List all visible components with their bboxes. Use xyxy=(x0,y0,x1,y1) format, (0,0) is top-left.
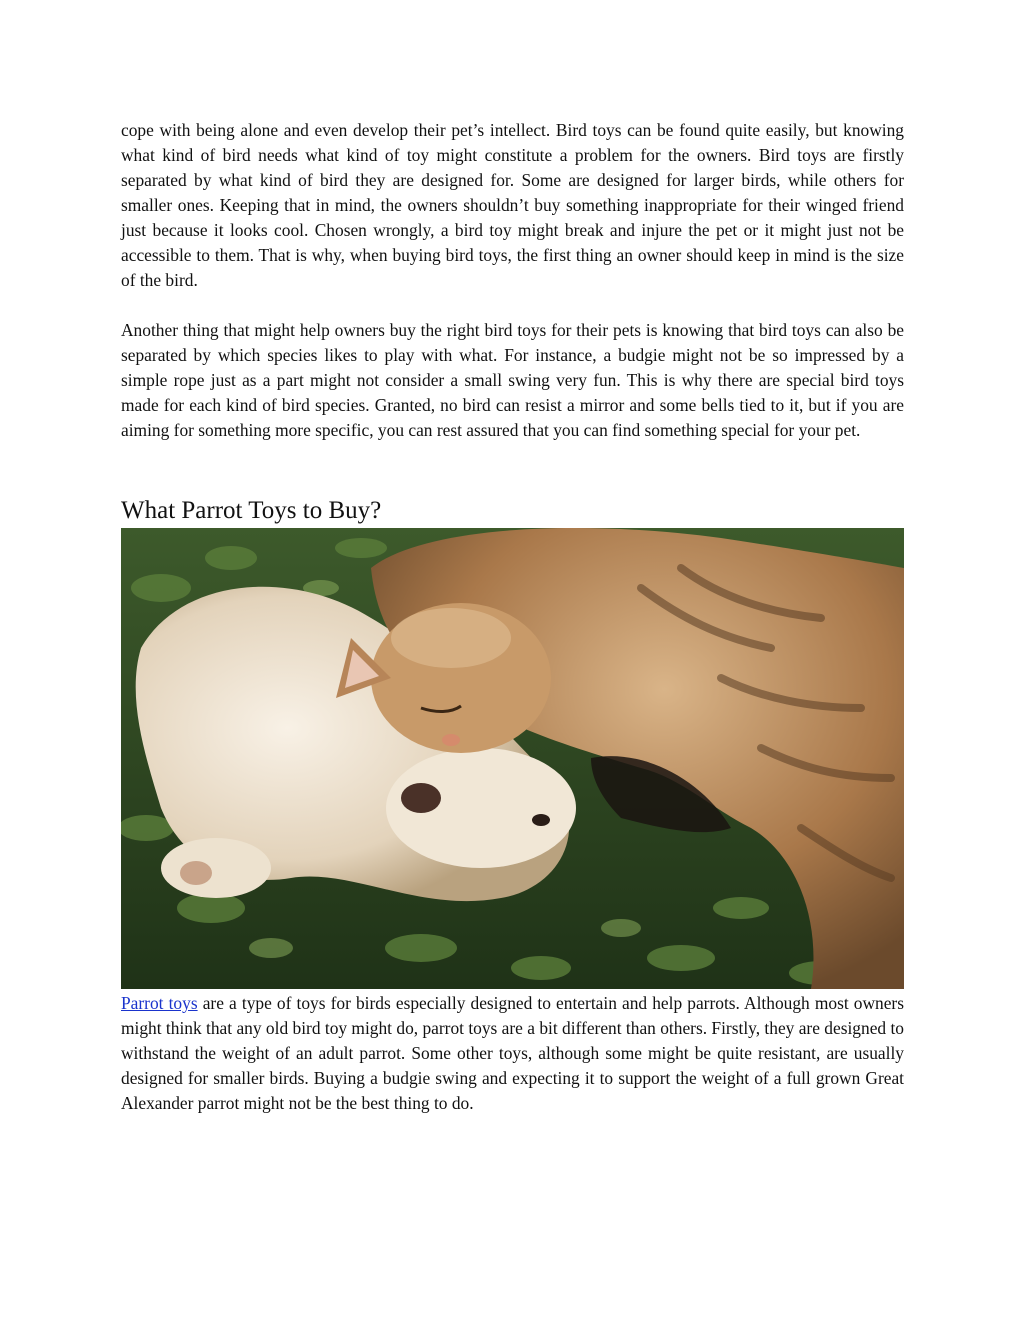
cat-and-dog-photo xyxy=(121,528,904,989)
paragraph-bird-toy-size: cope with being alone and even develop their pet’s intellect. Bird toys can be found quite easily, but knowing what kind of bird needs what kind of toy might constitute a problem for the owners. Bird toys are firstly separated by what kind of bird they are designed for. Some are designed for larger birds, while others for smaller ones. Keeping that in mind, the owners shouldn’t buy something inappropriate for their winged friend just because it looks cool. Chosen wrongly, a bird toy might break and injure the pet or it might just not be accessible to them. That is why, when buying bird toys, the first thing an owner should keep in mind is the size of the bird. xyxy=(121,120,904,290)
section-heading: What Parrot Toys to Buy? xyxy=(121,497,382,524)
paragraph-bird-toy-species: Another thing that might help owners buy the right bird toys for their pets is knowing that bird toys can also be separated by which species likes to play with what. For instance, a budgie might not be so impressed by a simple rope just as a part might not consider a small swing very fun. This is why there are special bird toys made for each kind of bird species. Granted, no bird can resist a mirror and some bells tied to it, but if you are aiming for something more specific, you can rest assured that you can find something special for your pet. xyxy=(121,320,904,440)
parrot-toys-link[interactable]: Parrot toys xyxy=(121,993,198,1013)
cat-and-dog-illustration xyxy=(121,528,904,989)
parrot-toys-body: are a type of toys for birds especially designed to entertain and help parrots. Although most owners might think that any old bird toy might do, parrot toys are a bit different than others. Firstly, they are designed to withstand the weight of an adult parrot. Some other toys, although some might be quite resistant, are usually designed for smaller birds. Buying a budgie swing and expecting it to support the weight of a full grown Great Alexander parrot might not be the best thing to do. xyxy=(121,993,904,1113)
document-page xyxy=(121,118,904,1113)
paragraph-parrot-toys xyxy=(121,991,904,1116)
